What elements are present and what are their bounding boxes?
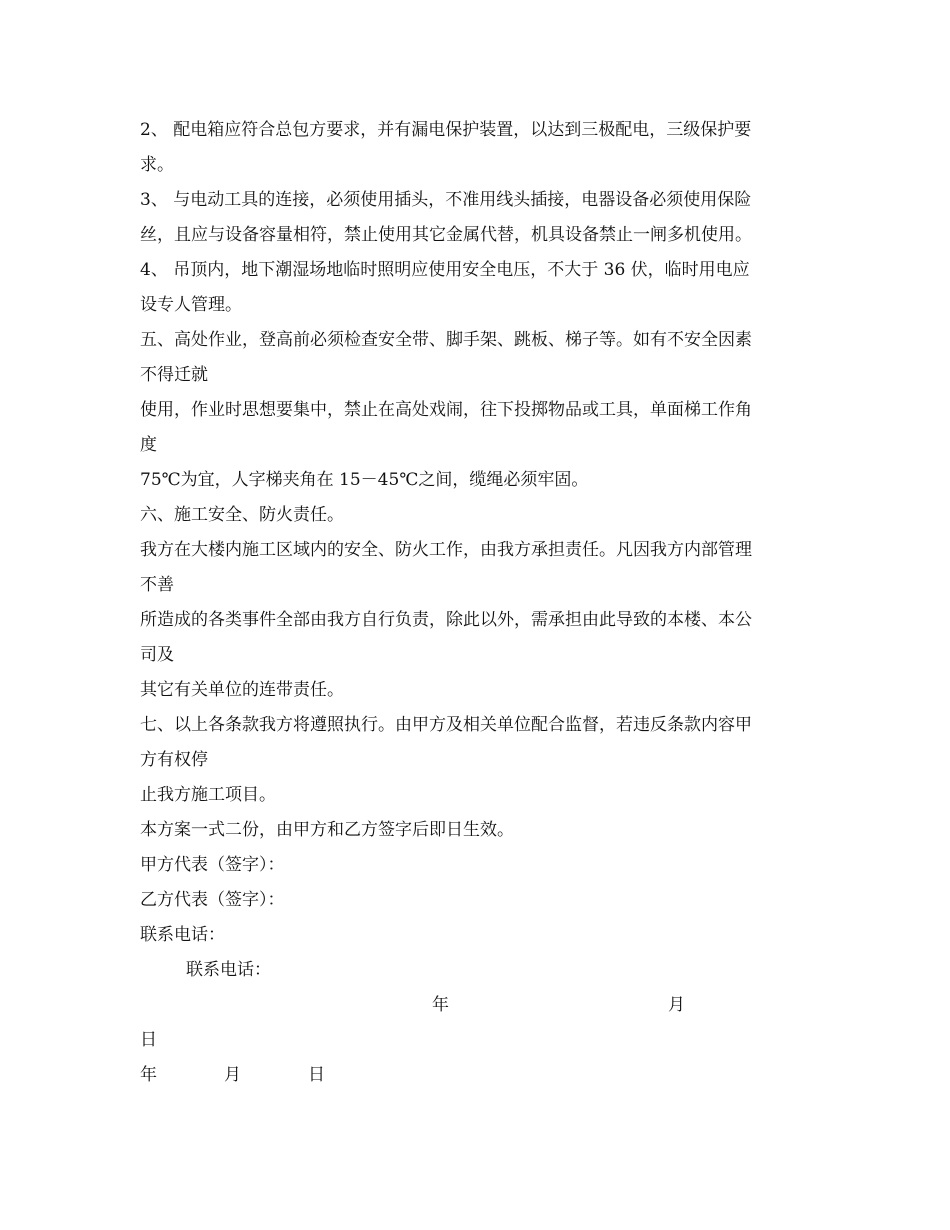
date-year-label: 年	[432, 995, 449, 1015]
paragraph-line: 七、以上各条款我方将遵照执行。由甲方及相关单位配合监督，若违反条款内容甲	[140, 715, 752, 735]
party-b-signature-label: 乙方代表（签字）：	[140, 890, 285, 910]
paragraph-line: 4、 吊顶内，地下潮湿场地临时照明应使用安全电压，不大于 36 伏，临时用电应	[140, 260, 750, 280]
date-year-label: 年	[140, 1065, 157, 1085]
contact-phone-label-indented: 联系电话：	[186, 960, 271, 980]
paragraph-line: 其它有关单位的连带责任。	[140, 680, 344, 700]
paragraph-line: 设专人管理。	[140, 295, 242, 315]
paragraph-line: 度	[140, 435, 157, 455]
paragraph-line: 不得迁就	[140, 365, 208, 385]
paragraph-line: 75℃为宜，人字梯夹角在 15－45℃之间，缆绳必须牢固。	[140, 470, 589, 490]
paragraph-line: 使用，作业时思想要集中，禁止在高处戏闹，往下投掷物品或工具，单面梯工作角	[140, 400, 752, 420]
party-a-signature-label: 甲方代表（签字）：	[140, 855, 285, 875]
paragraph-line: 求。	[140, 155, 174, 175]
paragraph-line: 本方案一式二份，由甲方和乙方签字后即日生效。	[140, 820, 514, 840]
contact-phone-label: 联系电话：	[140, 925, 225, 945]
paragraph-line: 3、 与电动工具的连接，必须使用插头，不准用线头插接，电器设备必须使用保险	[140, 190, 752, 210]
paragraph-line: 所造成的各类事件全部由我方自行负责，除此以外，需承担由此导致的本楼、本公	[140, 610, 752, 630]
paragraph-line: 丝，且应与设备容量相符，禁止使用其它金属代替，机具设备禁止一闸多机使用。	[140, 225, 752, 245]
date-day-label: 日	[308, 1065, 325, 1085]
date-day-label: 日	[140, 1030, 157, 1050]
section-heading: 六、施工安全、防火责任。	[140, 505, 344, 525]
paragraph-line: 我方在大楼内施工区域内的安全、防火工作，由我方承担责任。凡因我方内部管理	[140, 540, 752, 560]
paragraph-line: 方有权停	[140, 750, 208, 770]
date-month-label: 月	[224, 1065, 241, 1085]
date-month-label: 月	[668, 995, 685, 1015]
paragraph-line: 止我方施工项目。	[140, 785, 276, 805]
paragraph-line: 不善	[140, 575, 174, 595]
paragraph-line: 五、高处作业，登高前必须检查安全带、脚手架、跳板、梯子等。如有不安全因素	[140, 330, 752, 350]
paragraph-line: 2、 配电箱应符合总包方要求，并有漏电保护装置，以达到三极配电，三级保护要	[140, 120, 752, 140]
paragraph-line: 司及	[140, 645, 174, 665]
